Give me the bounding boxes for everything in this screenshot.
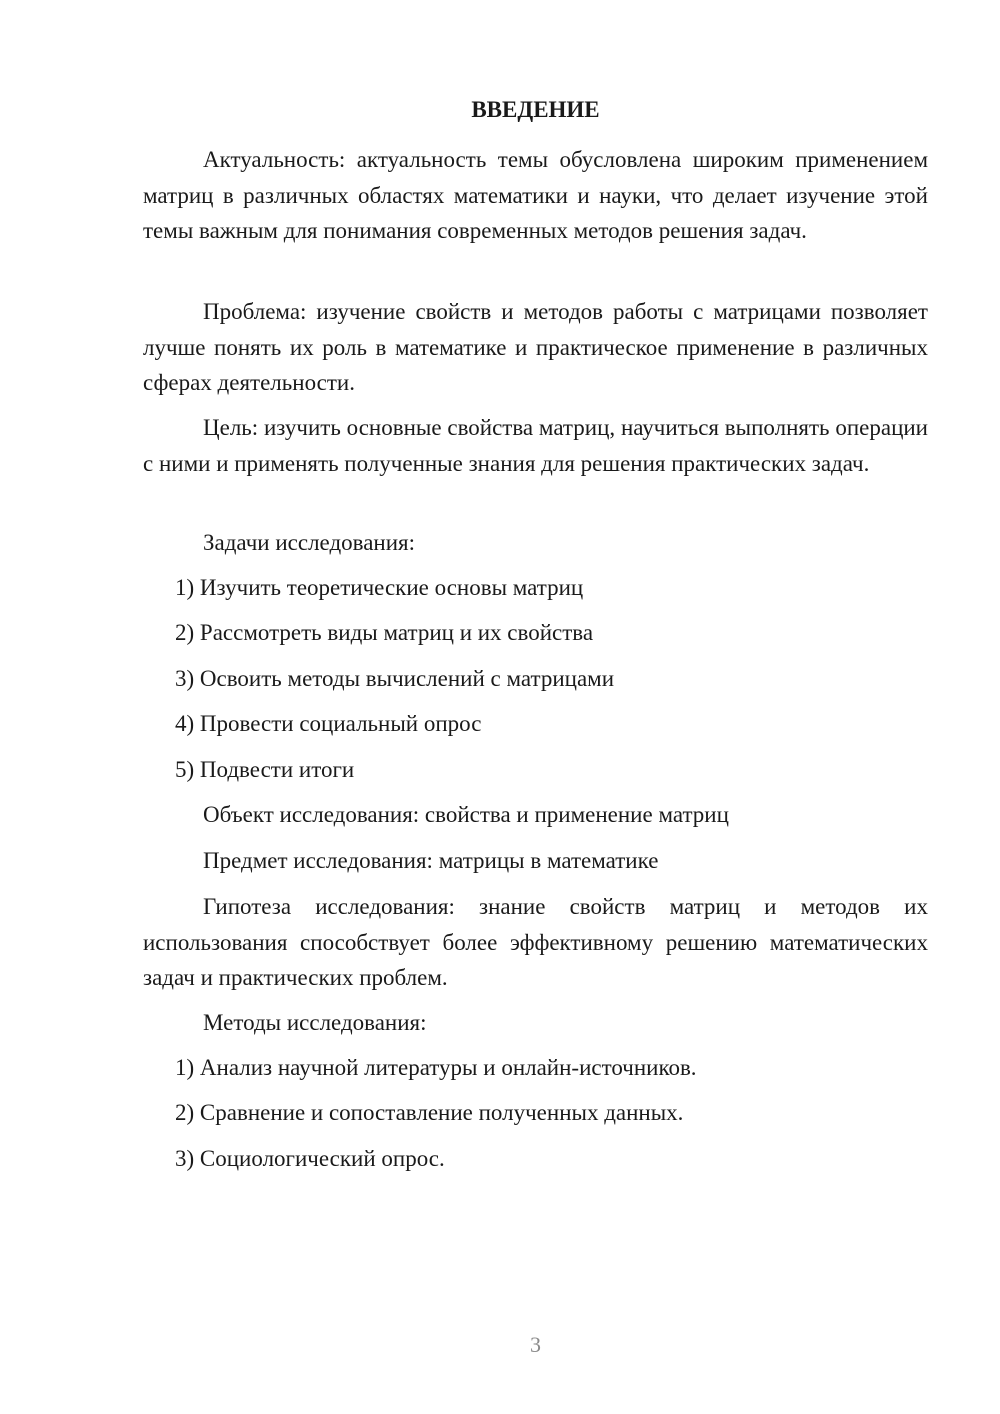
hypothesis-paragraph: Гипотеза исследования: знание свойств матриц и методов их использования способствует более эффективному решению математических задач и практических проблем. <box>143 894 928 990</box>
document-page <box>143 0 928 1414</box>
page-number: 3 <box>530 1332 541 1357</box>
list-item: 2) Сравнение и сопоставление полученных данных. <box>175 1100 684 1125</box>
tasks-heading: Задачи исследования: <box>203 530 416 555</box>
research-subject: Предмет исследования: матрицы в математике <box>203 848 659 873</box>
relevance-paragraph: Актуальность: актуальность темы обусловлена широким применением матриц в различных областях математики и науки, что делает изучение этой темы важным для понимания современных методов решения задач. <box>143 147 928 243</box>
methods-heading: Методы исследования: <box>203 1010 427 1035</box>
research-object: Объект исследования: свойства и применение матриц <box>203 802 729 827</box>
list-item: 3) Социологический опрос. <box>175 1146 445 1171</box>
problem-paragraph: Проблема: изучение свойств и методов работы с матрицами позволяет лучше понять их роль в математике и практическое применение в различных сферах деятельности. <box>143 299 928 395</box>
list-item: 1) Анализ научной литературы и онлайн-источников. <box>175 1055 697 1080</box>
list-item: 1) Изучить теоретические основы матриц <box>175 575 584 600</box>
list-item: 5) Подвести итоги <box>175 757 355 782</box>
list-item: 3) Освоить методы вычислений с матрицами <box>175 666 615 691</box>
page-title: ВВЕДЕНИЕ <box>471 97 600 122</box>
list-item: 4) Провести социальный опрос <box>175 711 482 736</box>
list-item: 2) Рассмотреть виды матриц и их свойства <box>175 620 594 645</box>
goal-paragraph: Цель: изучить основные свойства матриц, научиться выполнять операции с ними и применять полученные знания для решения практических задач. <box>143 415 928 476</box>
